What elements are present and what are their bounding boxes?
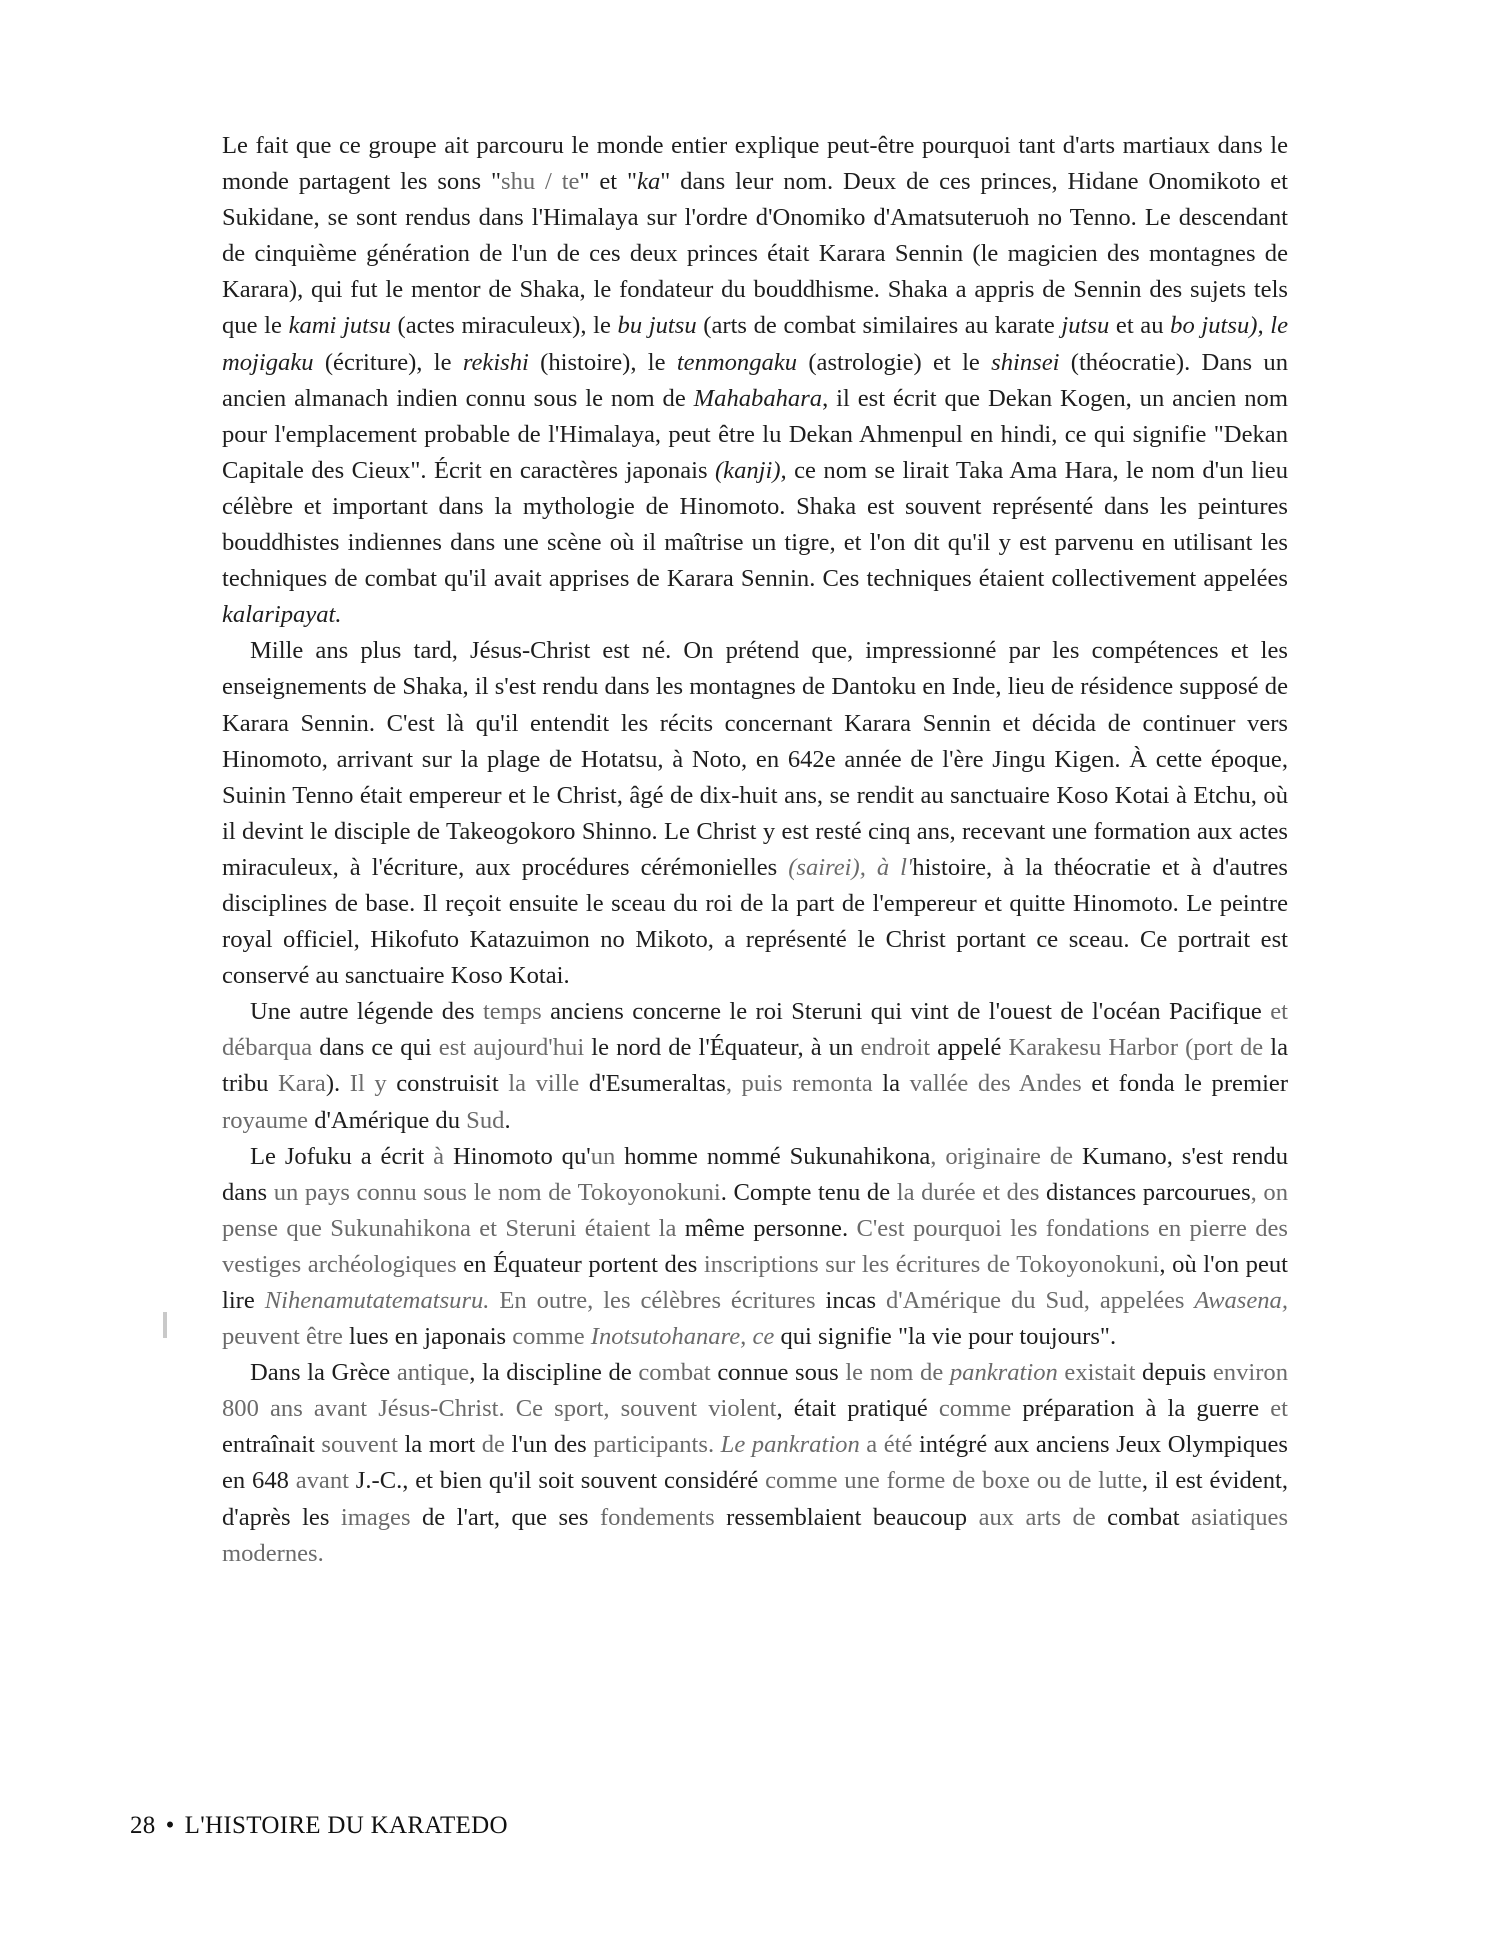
text-run: Inotsutohanare, ce [590,1323,775,1351]
text-run: avant [295,1467,349,1495]
paragraph [222,1139,1288,1356]
text-run: kami jutsu [288,312,391,340]
text-run: incas [815,1287,886,1314]
page-footer [130,1812,508,1840]
text-run: le nom de [845,1359,944,1387]
text-run: " et " [579,168,638,196]
footer-bullet: • [165,1812,175,1839]
text-run: vallée des Andes [909,1070,1082,1098]
text-run: (sairei), à l' [788,853,913,881]
text-run: et [1270,1395,1288,1423]
text-run: inscriptions sur les écritures de Tokoyonokuni [703,1250,1160,1278]
text-run: ressemblaient beaucoup [714,1503,979,1531]
text-run: lues en japonais [342,1323,513,1351]
text-run: peuvent être [222,1323,343,1351]
book-title: L'HISTOIRE DU KARATEDO [184,1812,508,1839]
text-run: même personne. [676,1214,857,1242]
text-run: depuis [1135,1359,1213,1387]
text-run: jutsu [1061,312,1110,340]
text-run: Kara [278,1070,326,1098]
text-run: Le pankration [720,1431,860,1459]
text-run: Hinomoto qu' [444,1142,591,1170]
text-run: Il y [349,1070,387,1098]
text-run: , il est écrit que Dekan Kogen, un ancien nom pour l'emplacement probable de l'Himalaya, peut être lu Dekan Ahmenpul en hindi, ce qui signifie "Dekan Capitale des Cieux". Écrit en caractères japonais [222,384,1288,484]
text-run: Dans la Grèce [250,1359,397,1387]
text-run: un pays connu sous le nom de Tokoyonokuni [273,1178,721,1206]
text-run: dans ce qui [312,1034,439,1062]
text-run: , on pense que Sukunahikona et Steruni étaient la [222,1178,1289,1242]
text-run: (actes miraculeux), le [390,312,618,340]
text-run: , où l'on peut lire [222,1250,1288,1314]
text-run: comme une forme de boxe ou de lutte [765,1467,1142,1495]
text-run: J.-C., et bien qu'il soit souvent considéré [348,1467,766,1495]
text-run: appelé [930,1034,1009,1062]
text-run: existait [1057,1359,1136,1387]
text-run: fondements [599,1503,715,1531]
paragraph [222,633,1288,994]
text-run: comme [512,1323,585,1351]
body-text [222,128,1288,1572]
text-run: antique [396,1359,470,1387]
text-run [1184,1287,1194,1314]
paragraph [222,1355,1288,1572]
text-run: la [872,1070,910,1098]
text-run: bu jutsu [617,312,697,340]
text-run: ka [637,168,661,196]
text-run: Mahabahara [693,384,823,412]
text-run: Nihenamutatematsuru. [264,1287,490,1314]
paragraph [222,128,1288,633]
text-run: de [481,1431,505,1459]
text-run: la durée et des [896,1178,1040,1206]
text-run: homme nommé Sukunahikona [615,1142,931,1170]
text-run: un [590,1142,616,1170]
text-run: distances parcourues [1039,1178,1251,1206]
text-run: , puis remonta [725,1070,873,1098]
text-run: et débarqua [222,998,1288,1062]
text-run: (histoire), le [528,348,677,376]
text-run: C'est pourquoi les fondations en pierre des vestiges archéologiques [222,1214,1288,1278]
text-run: Une autre légende des [250,998,483,1026]
text-run: , il est évident, d'après les [222,1467,1288,1531]
text-run: Le fait que ce groupe ait parcouru le monde entier explique peut-être pourquoi tant d'arts martiaux dans le monde partagent les sons " [222,132,1288,196]
text-run: . Compte tenu de [720,1178,897,1206]
text-run: construisit [386,1070,509,1098]
text-run: , la discipline de [469,1359,639,1387]
text-run: anciens concerne le roi Steruni qui vint de l'ouest de l'océan Pacifique [541,998,1271,1026]
text-run: " dans leur nom. Deux de ces princes, Hidane Onomikoto et Sukidane, se sont rendus dans l'Himalaya sur l'ordre d'Onomiko d'Amatsuteruoh no Tenno. Le descendant de cinquième génération de l'un de ces deux princes était Karara Sennin (le magicien des montagnes de Karara), qui fut le mentor de Shaka, le fondateur du bouddhisme. Shaka a appris de Sennin des sujets tels que le [222,168,1289,340]
text-run: et fonda le premier [1081,1070,1289,1098]
text-run: rekishi [462,348,529,376]
text-run: Le Jofuku a écrit [250,1142,434,1170]
text-run: (astrologie) et le [797,348,992,376]
text-run: souvent [321,1431,398,1459]
text-run: combat [638,1359,711,1387]
text-run: , originaire de [930,1142,1074,1170]
text-run: et au [1109,312,1171,340]
text-run: (arts de combat similaires au karate [696,312,1062,340]
text-run: tenmongaku [676,348,798,376]
text-run: royaume [222,1106,309,1134]
text-run: (kanji), [714,456,787,484]
text-run: environ 800 ans avant Jésus-Christ. Ce sport, souvent violent [222,1359,1288,1423]
text-run: endroit [860,1034,931,1062]
text-run: shinsei [991,348,1060,376]
text-run: à [433,1142,445,1170]
text-run: préparation à la guerre [1011,1395,1271,1423]
text-run: . [504,1106,511,1134]
page-number: 28 [130,1812,156,1839]
text-run: qui signifie "la vie pour toujours". [774,1323,1117,1351]
text-run: comme [938,1395,1012,1423]
text-run: , était pratiqué [776,1395,939,1423]
text-run: est aujourd'hui [438,1034,585,1062]
text-run: bo jutsu), le mojigaku [222,312,1288,376]
text-run: pankration [949,1359,1058,1387]
text-run: intégré aux anciens Jeux Olympiques en 648 [222,1431,1288,1495]
text-run: de l'art, que ses [410,1503,600,1531]
text-run: a été [859,1431,913,1459]
text-run [943,1359,950,1386]
text-run: aux arts de [978,1503,1096,1531]
text-run: histoire, à la théocratie et à d'autres disciplines de base. Il reçoit ensuite le sceau du roi de la part de l'empereur et quitte Hinomoto. Le peintre royal officiel, Hikofuto Katazuimon no Mikoto, a représenté le Christ portant ce sceau. Ce portrait est conservé au sanctuaire Koso Kotai. [222,853,1288,990]
text-run: le nord de l'Équateur, à un [584,1034,861,1062]
text-run: kalaripayat. [222,601,342,629]
text-run: en Équateur portent des [456,1250,704,1278]
text-run: images [340,1503,411,1531]
text-run: d'Esumeraltas [579,1070,726,1098]
text-run: d'Amérique du Sud, appelées [885,1287,1185,1314]
text-run: l'un des [504,1431,594,1459]
text-run: Awasena, [1194,1287,1289,1314]
text-run: En outre, les célèbres écritures [489,1287,816,1314]
text-run: la mort [397,1431,482,1459]
text-run: temps [482,998,542,1026]
text-run: d'Amérique du [308,1106,467,1134]
text-run: la tribu [222,1034,1289,1098]
text-run: entraînait [222,1431,322,1459]
paragraph [222,994,1288,1138]
text-run: connue sous [710,1359,846,1387]
text-run: participants. [593,1431,715,1459]
text-run: (écriture), le [313,348,463,376]
text-run: shu / te [501,168,580,196]
text-run: Karakesu Harbor (port de [1008,1034,1264,1062]
text-run: combat [1095,1503,1192,1531]
text-run: Kumano, s'est rendu dans [222,1142,1289,1206]
text-run: Mille ans plus tard, Jésus-Christ est né. On prétend que, impressionné par les compétences et les enseignements de Shaka, il s'est rendu dans les montagnes de Dantoku en Inde, lieu de résidence supposé de Karara Sennin. C'est là qu'il entendit les récits concernant Karara Sennin et décida de continuer vers Hinomoto, arrivant sur la plage de Hotatsu, à Noto, en 642e année de l'ère Jingu Kigen. À cette époque, Suinin Tenno était empereur et le Christ, âgé de dix-huit ans, se rendit au sanctuaire Koso Kotai à Etchu, où il devint le disciple de Takeogokoro Shinno. Le Christ y est resté cinq ans, recevant une formation aux actes miraculeux, à l'écriture, aux procédures cérémonielles [222,637,1288,881]
margin-mark [163,1312,167,1338]
text-run: la ville [508,1070,580,1098]
text-run: ce nom se lirait Taka Ama Hara, le nom d'un lieu célèbre et important dans la mythologie de Hinomoto. Shaka est souvent représenté dans les peintures bouddhistes indiennes dans une scène où il maîtrise un tigre, et l'on dit qu'il y est parvenu en utilisant les techniques de combat qu'il avait apprises de Karara Sennin. Ces techniques étaient collectivement appelées [222,456,1289,593]
text-run: Sud [466,1106,505,1134]
text-run: ). [325,1070,350,1098]
text-run: (théocratie). Dans un ancien almanach indien connu sous le nom de [222,348,1288,412]
text-run: asiatiques modernes. [222,1503,1289,1567]
